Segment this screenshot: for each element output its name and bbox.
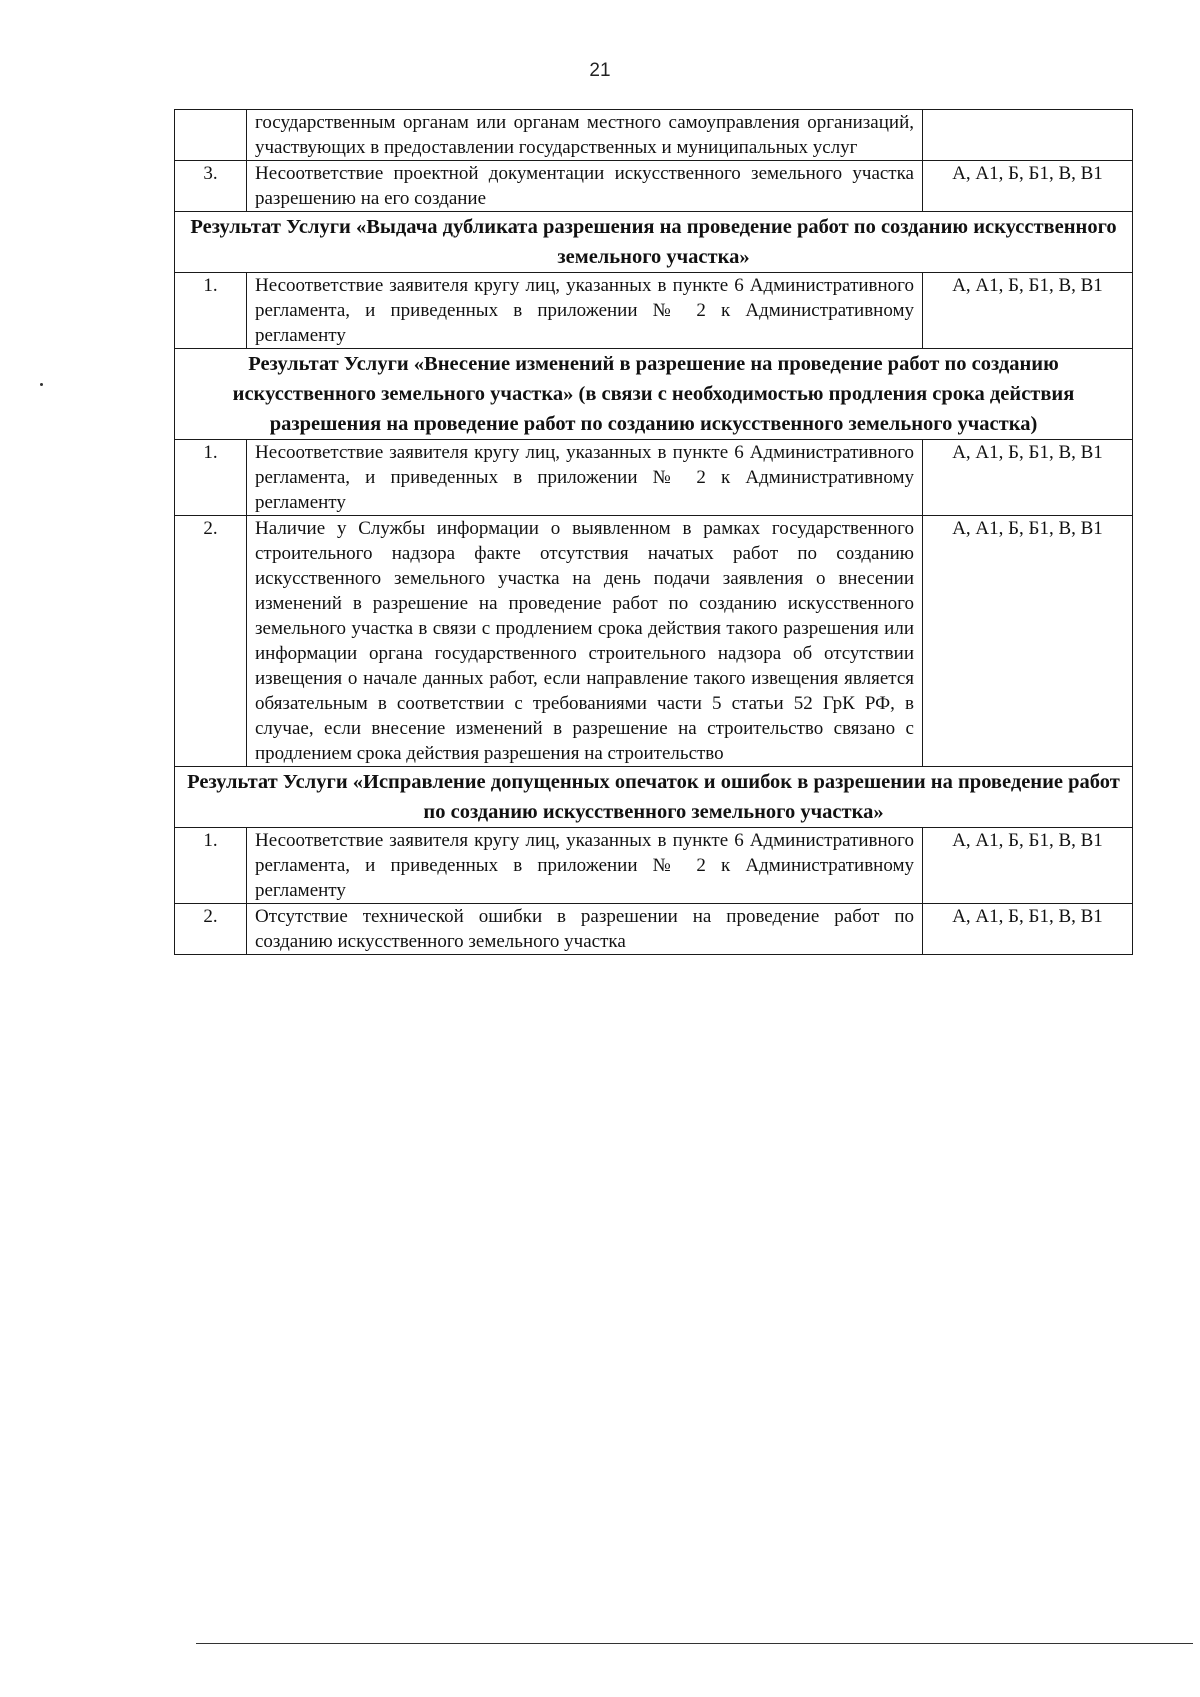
section-title: Результат Услуги «Внесение изменений в разрешение на проведение работ по созданию искусственного земельного участка» (в связи с необходимостью продления срока действия разрешения на проведение работ по созданию искусственного земельного участка) [175, 349, 1133, 440]
row-text: Несоответствие заявителя кругу лиц, указанных в пункте 6 Административного регламента, и приведенных в приложении № 2 к Административному регламенту [247, 440, 923, 516]
table-row [175, 161, 1133, 212]
row-codes: А, А1, Б, Б1, В, В1 [923, 828, 1133, 904]
row-codes: А, А1, Б, Б1, В, В1 [923, 516, 1133, 767]
row-number: 3. [175, 161, 247, 212]
row-codes: А, А1, Б, Б1, В, В1 [923, 273, 1133, 349]
row-number: 2. [175, 904, 247, 955]
row-text: Несоответствие заявителя кругу лиц, указанных в пункте 6 Административного регламента, и приведенных в приложении № 2 к Административному регламенту [247, 273, 923, 349]
footer-rule [196, 1643, 1193, 1644]
row-text: Наличие у Службы информации о выявленном в рамках государственного строительного надзора факте отсутствия начатых работ по созданию искусственного земельного участка на день подачи заявления о внесении изменений в разрешение на проведение работ по созданию искусственного земельного участка в связи с продлением срока действия такого разрешения или информации органа государственного строительного надзора об отсутствии извещения о начале данных работ, если направление такого извещения является обязательным в соответствии с требованиями части 5 статьи 52 ГрК РФ, в случае, если внесение изменений в разрешение на строительство связано с продлением срока действия разрешения на строительство [247, 516, 923, 767]
scan-speck [40, 383, 43, 386]
row-number: 1. [175, 828, 247, 904]
row-number: 1. [175, 273, 247, 349]
row-text: Несоответствие заявителя кругу лиц, указанных в пункте 6 Административного регламента, и приведенных в приложении № 2 к Административному регламенту [247, 828, 923, 904]
section-header-row [175, 212, 1133, 273]
row-text: Несоответствие проектной документации искусственного земельного участка разрешению на его создание [247, 161, 923, 212]
row-codes: А, А1, Б, Б1, В, В1 [923, 904, 1133, 955]
row-number: 1. [175, 440, 247, 516]
page-number: 21 [589, 60, 611, 81]
row-codes [923, 110, 1133, 161]
row-text: государственным органам или органам местного самоуправления организаций, участвующих в предоставлении государственных и муниципальных услуг [247, 110, 923, 161]
row-codes: А, А1, Б, Б1, В, В1 [923, 440, 1133, 516]
section-title: Результат Услуги «Выдача дубликата разрешения на проведение работ по созданию искусственного земельного участка» [175, 212, 1133, 273]
section-header-row [175, 767, 1133, 828]
table-row [175, 828, 1133, 904]
row-number [175, 110, 247, 161]
row-text: Отсутствие технической ошибки в разрешении на проведение работ по созданию искусственного земельного участка [247, 904, 923, 955]
refusal-grounds-table [174, 109, 1133, 955]
table-row [175, 273, 1133, 349]
section-header-row [175, 349, 1133, 440]
table-row [175, 110, 1133, 161]
row-number: 2. [175, 516, 247, 767]
row-codes: А, А1, Б, Б1, В, В1 [923, 161, 1133, 212]
table-row [175, 440, 1133, 516]
table-row [175, 904, 1133, 955]
section-title: Результат Услуги «Исправление допущенных опечаток и ошибок в разрешении на проведение работ по созданию искусственного земельного участка» [175, 767, 1133, 828]
table-row [175, 516, 1133, 767]
